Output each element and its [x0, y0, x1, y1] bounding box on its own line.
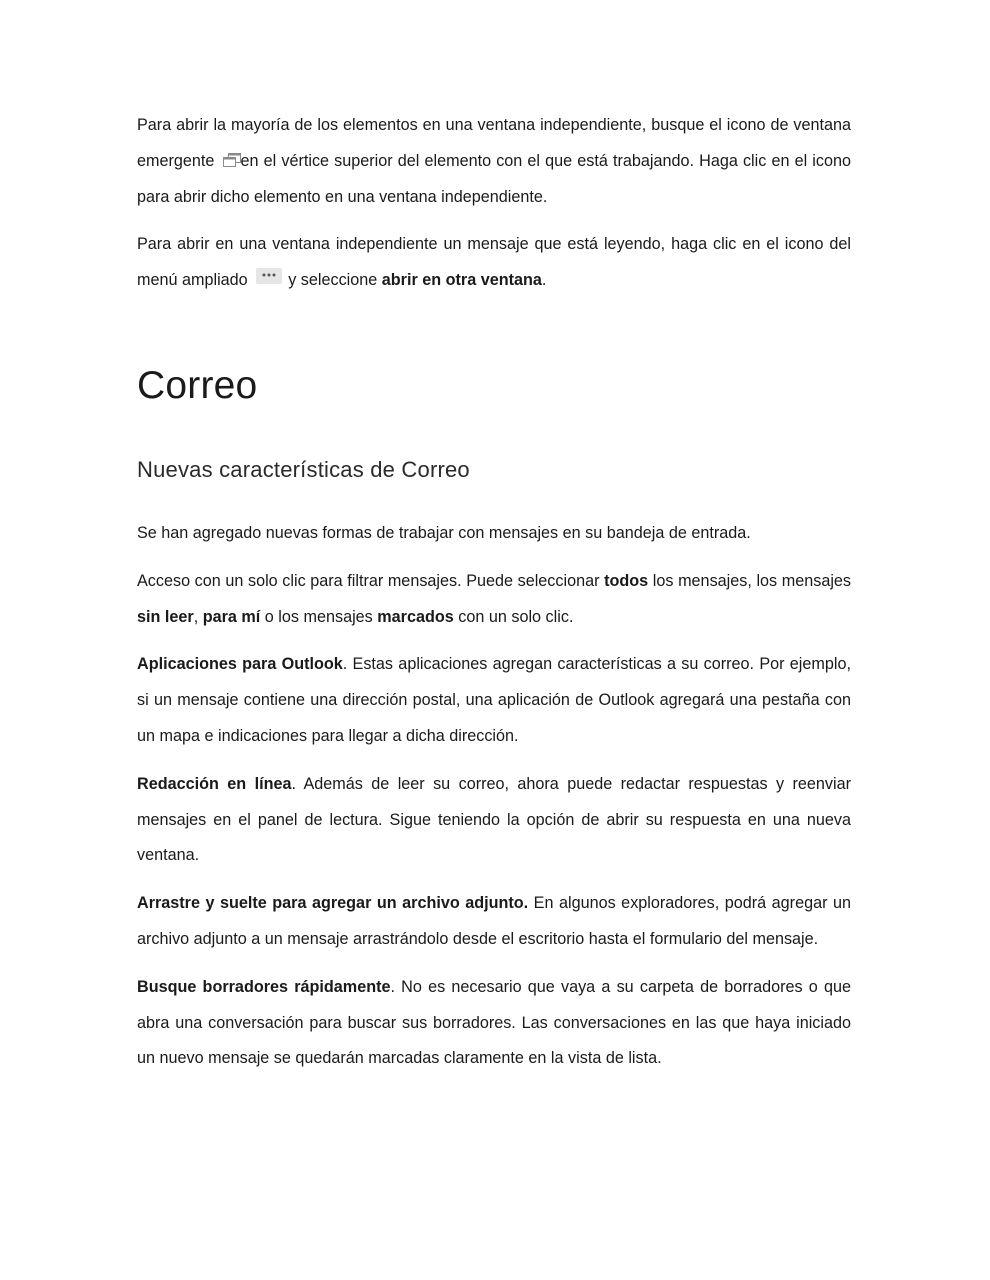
section-paragraph-5 [137, 886, 851, 958]
p2-bold-marcados: marcados [377, 607, 454, 626]
p5-bold: Arrastre y suelte para agregar un archivo adjunto. [137, 894, 529, 913]
p6-text: . No es necesario que vaya a su carpeta de borradores o que abra una conversación para buscar sus borradores. Las conversaciones en las que haya iniciado un nuevo mensaje se quedarán marcadas claramente en la vista de lista. [137, 977, 851, 1068]
intro-p2-bold: abrir en otra ventana [381, 271, 542, 290]
intro-p2-end: . [541, 271, 547, 290]
section-paragraph-2 [137, 564, 851, 636]
section-paragraph-4 [137, 767, 851, 874]
p5-text: En algunos exploradores, podrá agregar un archivo adjunto a un mensaje arrastrándolo desde el escritorio hasta el formulario del mensaje. [137, 894, 851, 948]
p2-bold-sin-leer: sin leer [137, 607, 194, 626]
section-paragraph-1: Se han agregado nuevas formas de trabajar con mensajes en su bandeja de entrada. [137, 524, 751, 542]
section-title: Correo [137, 364, 258, 407]
section-paragraph-3 [137, 647, 851, 754]
p2-bold-para-mi: para mí [202, 607, 261, 626]
p4-bold: Redacción en línea [137, 774, 292, 793]
document-page [137, 108, 852, 1068]
intro-paragraph-1 [137, 108, 851, 215]
p2-bold-todos: todos [604, 571, 649, 590]
section-subtitle: Nuevas características de Correo [137, 457, 470, 482]
p2-text-g: o los mensajes [264, 607, 373, 626]
intro-p2-text-b: y seleccione [288, 271, 378, 290]
p4-text: . Además de leer su correo, ahora puede redactar respuestas y reenviar mensajes en el panel de lectura. Sigue teniendo la opción de abrir su respuesta en una nueva ventana. [137, 774, 851, 865]
intro-p1-text-a: Para abrir la mayoría de los elementos en una ventana independiente, busque el icono de ventana emergente [137, 116, 851, 170]
intro-paragraph-2 [137, 227, 851, 299]
intro-p2-text-a: Para abrir en una ventana independiente un mensaje que está leyendo, haga clic en el icono del menú ampliado [137, 235, 851, 290]
p2-text-i: con un solo clic. [458, 607, 574, 626]
p6-bold: Busque borradores rápidamente [137, 977, 391, 996]
p3-text: . Estas aplicaciones agregan características a su correo. Por ejemplo, si un mensaje contiene una dirección postal, una aplicación de Outlook agregará una pestaña con un mapa e indicaciones para llegar a dicha dirección. [137, 655, 851, 745]
p2-text-e: , [193, 607, 199, 626]
intro-p1-text-b: en el vértice superior del elemento con el que está trabajando. Haga clic en el icono para abrir dicho elemento en una ventana independiente. [137, 151, 851, 206]
p2-text-c: los mensajes, los mensajes [652, 571, 852, 590]
popout-window-icon [223, 153, 241, 167]
section-body [137, 516, 851, 1077]
p3-bold: Aplicaciones para Outlook [137, 655, 343, 674]
section-paragraph-6 [137, 970, 851, 1077]
more-menu-icon [256, 268, 282, 284]
p2-text-a: Acceso con un solo clic para filtrar mensajes. Puede seleccionar [137, 571, 600, 590]
